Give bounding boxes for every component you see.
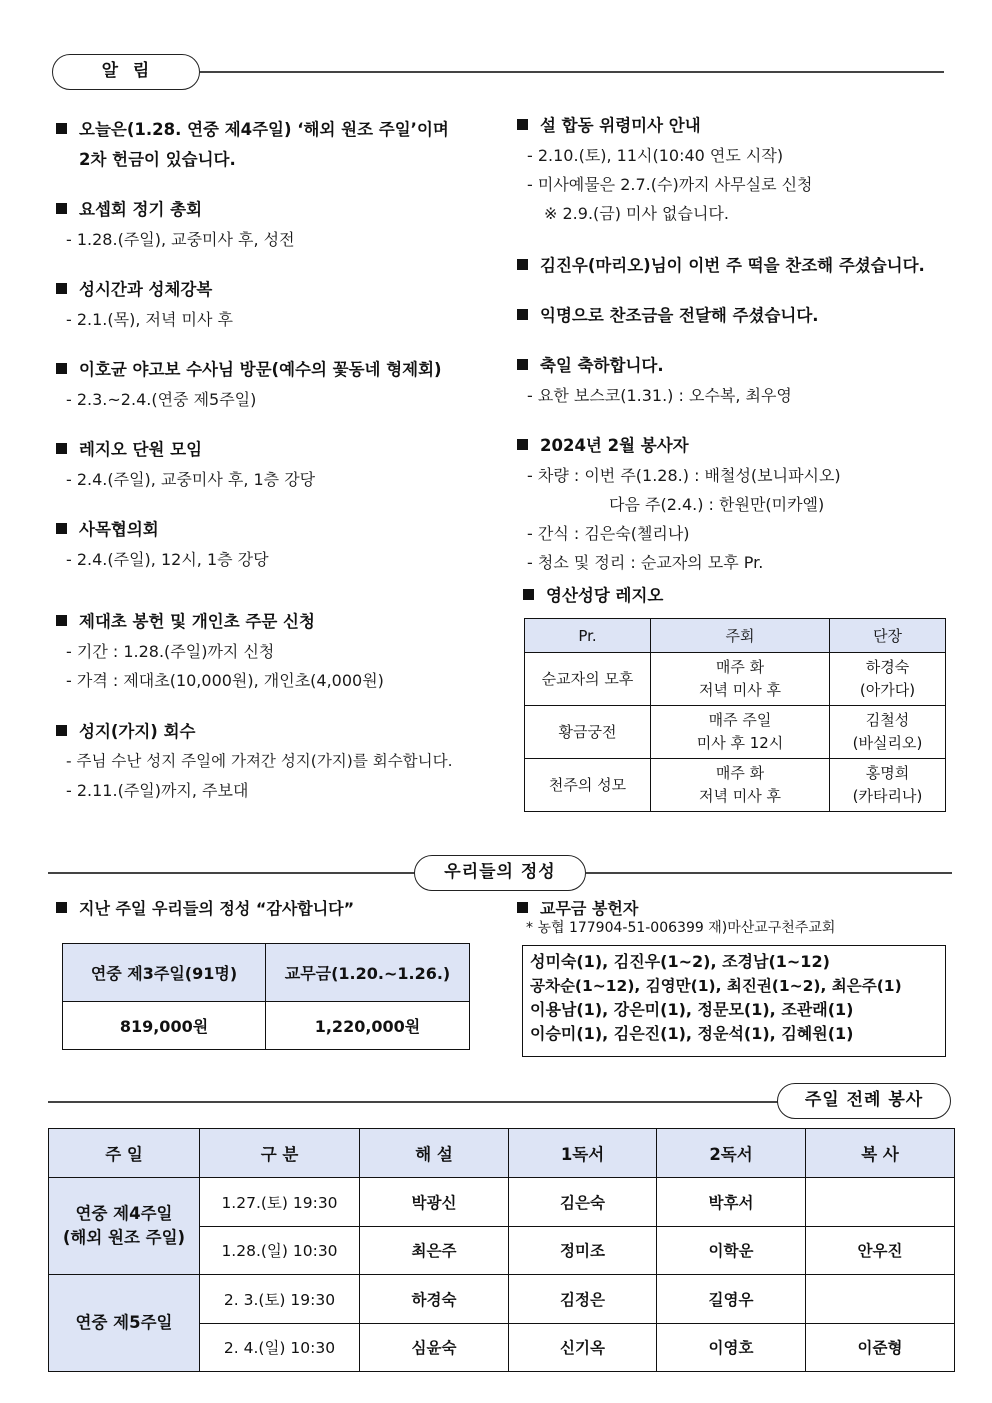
bullet-square-icon (56, 615, 67, 626)
service-header-time: 구 분 (200, 1129, 360, 1178)
notice-item (517, 431, 957, 581)
service-reader1: 김정은 (509, 1275, 657, 1324)
bullet-square-icon (56, 443, 67, 454)
notice-title: 사목협의회 (79, 520, 159, 539)
offering-header-sunday: 연중 제3주일(91명) (63, 944, 266, 1002)
meeting-time: 저녁 미사 후 (699, 681, 781, 699)
meeting-time: 저녁 미사 후 (699, 787, 781, 805)
leader-baptismal-name: (아가다) (859, 681, 916, 699)
legio-leader (830, 706, 946, 759)
notice-item (56, 607, 506, 717)
notices-left-column (56, 115, 506, 805)
notice-item (517, 301, 957, 351)
bullet-square-icon (517, 902, 528, 913)
legio-meeting (651, 706, 830, 759)
donor-line: 성미숙(1), 김진우(1~2), 조경남(1~12) (530, 952, 830, 971)
table-row (49, 1275, 955, 1324)
legio-pr: 황금궁전 (525, 706, 651, 759)
week-subtitle: (해외 원조 주일) (62, 1228, 186, 1247)
offering-header: 우리들의 정성 (414, 855, 586, 891)
week-name: 연중 제4주일 (75, 1204, 173, 1223)
donor-line: 이승미(1), 김은진(1), 정운석(1), 김혜원(1) (530, 1024, 854, 1043)
service-divider (48, 1101, 778, 1103)
leader-name: 하경숙 (865, 658, 910, 676)
legio-leader (830, 653, 946, 706)
bullet-square-icon (56, 203, 67, 214)
offering-table (62, 943, 470, 1050)
bullet-square-icon (56, 123, 67, 134)
bullet-square-icon (517, 259, 528, 270)
meeting-day: 매주 화 (715, 658, 765, 676)
table-row (63, 1002, 470, 1050)
notice-detail: - 기간 : 1.28.(주일)까지 신청 (66, 642, 275, 661)
leader-name: 김철성 (865, 711, 910, 729)
legio-pr: 순교자의 모후 (525, 653, 651, 706)
service-datetime: 2. 4.(일) 10:30 (200, 1323, 360, 1372)
notice-detail: - 미사예물은 2.7.(수)까지 사무실로 신청 (527, 175, 813, 194)
meeting-time: 미사 후 12시 (696, 734, 784, 752)
notice-detail: - 2.10.(토), 11시(10:40 연도 시작) (527, 146, 784, 165)
bullet-square-icon (56, 523, 67, 534)
service-altar-server: 안우진 (806, 1226, 955, 1275)
legio-pr: 천주의 성모 (525, 759, 651, 812)
service-reader1: 정미조 (509, 1226, 657, 1275)
service-reader2: 이영호 (657, 1323, 806, 1372)
notice-item (56, 435, 506, 515)
service-reader2: 박후서 (657, 1178, 806, 1227)
legio-meeting (651, 759, 830, 812)
offering-header-dues: 교무금(1.20.~1.26.) (266, 944, 470, 1002)
service-header-reader1: 1독서 (509, 1129, 657, 1178)
service-datetime: 1.27.(토) 19:30 (200, 1178, 360, 1227)
bullet-square-icon (56, 725, 67, 736)
notice-note: ※ 2.9.(금) 미사 없습니다. (544, 204, 729, 223)
notice-title: 2024년 2월 봉사자 (540, 436, 689, 455)
notice-title: 성지(가지) 회수 (79, 722, 196, 741)
notices-header: 알 림 (52, 54, 200, 90)
notice-item (517, 581, 957, 611)
notice-detail: - 2.1.(목), 저녁 미사 후 (66, 310, 233, 329)
notice-title: 영산성당 레지오 (546, 586, 664, 605)
table-row (525, 706, 946, 759)
notice-title: 레지오 단원 모임 (79, 440, 203, 459)
notice-detail: - 간식 : 김은숙(첼리나) (527, 524, 690, 543)
notice-item (56, 515, 506, 607)
service-altar-server: 이준형 (806, 1323, 955, 1372)
service-header-commentator: 해 설 (360, 1129, 509, 1178)
bullet-square-icon (517, 439, 528, 450)
bullet-square-icon (517, 309, 528, 320)
notice-detail: - 2.4.(주일), 교중미사 후, 1층 강당 (66, 470, 316, 489)
service-week (49, 1178, 200, 1275)
bullet-square-icon (56, 902, 67, 913)
bullet-square-icon (517, 119, 528, 130)
bank-account: * 농협 177904-51-006399 재)마산교구천주교회 (526, 920, 836, 936)
service-header-reader2: 2독서 (657, 1129, 806, 1178)
notice-detail: - 요한 보스코(1.31.) : 오수복, 최우영 (527, 386, 792, 405)
notice-title: 오늘은(1.28. 연중 제4주일) ‘해외 원조 주일’이며 (79, 120, 449, 139)
service-header-altar-server: 복 사 (806, 1129, 955, 1178)
notice-detail: - 청소 및 정리 : 순교자의 모후 Pr. (527, 553, 764, 572)
notice-title: 익명으로 찬조금을 전달해 주셨습니다. (540, 306, 819, 325)
leader-name: 홍명희 (865, 764, 910, 782)
offering-dues-amount: 1,220,000원 (266, 1002, 470, 1050)
offering-left-title-text: 지난 주일 우리들의 정성 “감사합니다” (79, 899, 355, 918)
service-reader1: 김은숙 (509, 1178, 657, 1227)
notice-detail: 다음 주(2.4.) : 한원만(미카엘) (609, 495, 825, 514)
service-reader2: 이학운 (657, 1226, 806, 1275)
notices-right-column (517, 111, 957, 611)
notice-item (56, 355, 506, 435)
leader-baptismal-name: (카타리나) (852, 787, 923, 805)
bullet-square-icon (56, 283, 67, 294)
donor-line: 이용남(1), 강은미(1), 정문모(1), 조관래(1) (530, 1000, 854, 1019)
service-datetime: 1.28.(일) 10:30 (200, 1226, 360, 1275)
service-header: 주일 전례 봉사 (777, 1083, 951, 1119)
legio-header-pr: Pr. (525, 619, 651, 653)
donor-line: 공차순(1~12), 김영만(1), 최진권(1~2), 최은주(1) (530, 977, 902, 995)
notice-item (56, 115, 506, 195)
week-name: 연중 제5주일 (75, 1313, 173, 1332)
legio-meeting (651, 653, 830, 706)
notice-detail: - 차량 : 이번 주(1.28.) : 배철성(보니파시오) (527, 466, 841, 485)
table-row (525, 759, 946, 812)
service-reader1: 신기옥 (509, 1323, 657, 1372)
meeting-day: 매주 화 (715, 764, 765, 782)
service-table (48, 1128, 955, 1372)
donor-list (522, 945, 946, 1057)
notice-title: 축일 축하합니다. (540, 356, 664, 375)
legio-table (524, 618, 946, 812)
notice-detail: - 2.3.~2.4.(연중 제5주일) (66, 390, 257, 409)
notice-detail: - 2.4.(주일), 12시, 1층 강당 (66, 550, 269, 569)
notice-item (517, 251, 957, 301)
notice-item (517, 351, 957, 431)
leader-baptismal-name: (바실리오) (852, 734, 923, 752)
notice-detail: - 1.28.(주일), 교중미사 후, 성전 (66, 230, 295, 249)
notice-title: 김진우(마리오)님이 이번 주 떡을 찬조해 주셨습니다. (540, 256, 925, 275)
bullet-square-icon (523, 589, 534, 600)
service-commentator: 박광신 (360, 1178, 509, 1227)
meeting-day: 매주 주일 (708, 711, 772, 729)
service-altar-server (806, 1178, 955, 1227)
notice-detail: - 가격 : 제대초(10,000원), 개인초(4,000원) (66, 671, 384, 690)
legio-leader (830, 759, 946, 812)
notice-title: 이호균 야고보 수사님 방문(예수의 꽃동네 형제회) (79, 360, 442, 379)
service-commentator: 최은주 (360, 1226, 509, 1275)
bullet-square-icon (517, 359, 528, 370)
notice-title: 제대초 봉헌 및 개인초 주문 신청 (79, 612, 315, 631)
service-week (49, 1275, 200, 1372)
service-datetime: 2. 3.(토) 19:30 (200, 1275, 360, 1324)
legio-header-meeting: 주회 (651, 619, 830, 653)
offering-divider-right (586, 872, 952, 874)
notice-item (517, 111, 957, 251)
service-altar-server (806, 1275, 955, 1324)
legio-header-leader: 단장 (830, 619, 946, 653)
notice-title: 설 합동 위령미사 안내 (540, 116, 701, 135)
notices-divider (200, 71, 944, 73)
offering-sunday-amount: 819,000원 (63, 1002, 266, 1050)
donor-title-text: 교무금 봉헌자 (540, 899, 639, 918)
bullet-square-icon (56, 363, 67, 374)
notice-item (56, 717, 506, 805)
notice-title: 성시간과 성체강복 (79, 280, 213, 299)
service-header-week: 주 일 (49, 1129, 200, 1178)
notice-title: 요셉회 정기 총회 (79, 200, 203, 219)
notice-item (56, 275, 506, 355)
notice-title-continued: 2차 헌금이 있습니다. (79, 150, 236, 169)
service-reader2: 길영우 (657, 1275, 806, 1324)
notice-detail: - 주님 수난 성지 주일에 가져간 성지(가지)를 회수합니다. (66, 752, 453, 770)
notice-detail: - 2.11.(주일)까지, 주보대 (66, 781, 249, 800)
service-commentator: 심윤숙 (360, 1323, 509, 1372)
offering-left-title (56, 894, 354, 924)
offering-divider-left (48, 872, 416, 874)
table-row (49, 1178, 955, 1227)
notice-item (56, 195, 506, 275)
table-row (525, 653, 946, 706)
service-commentator: 하경숙 (360, 1275, 509, 1324)
